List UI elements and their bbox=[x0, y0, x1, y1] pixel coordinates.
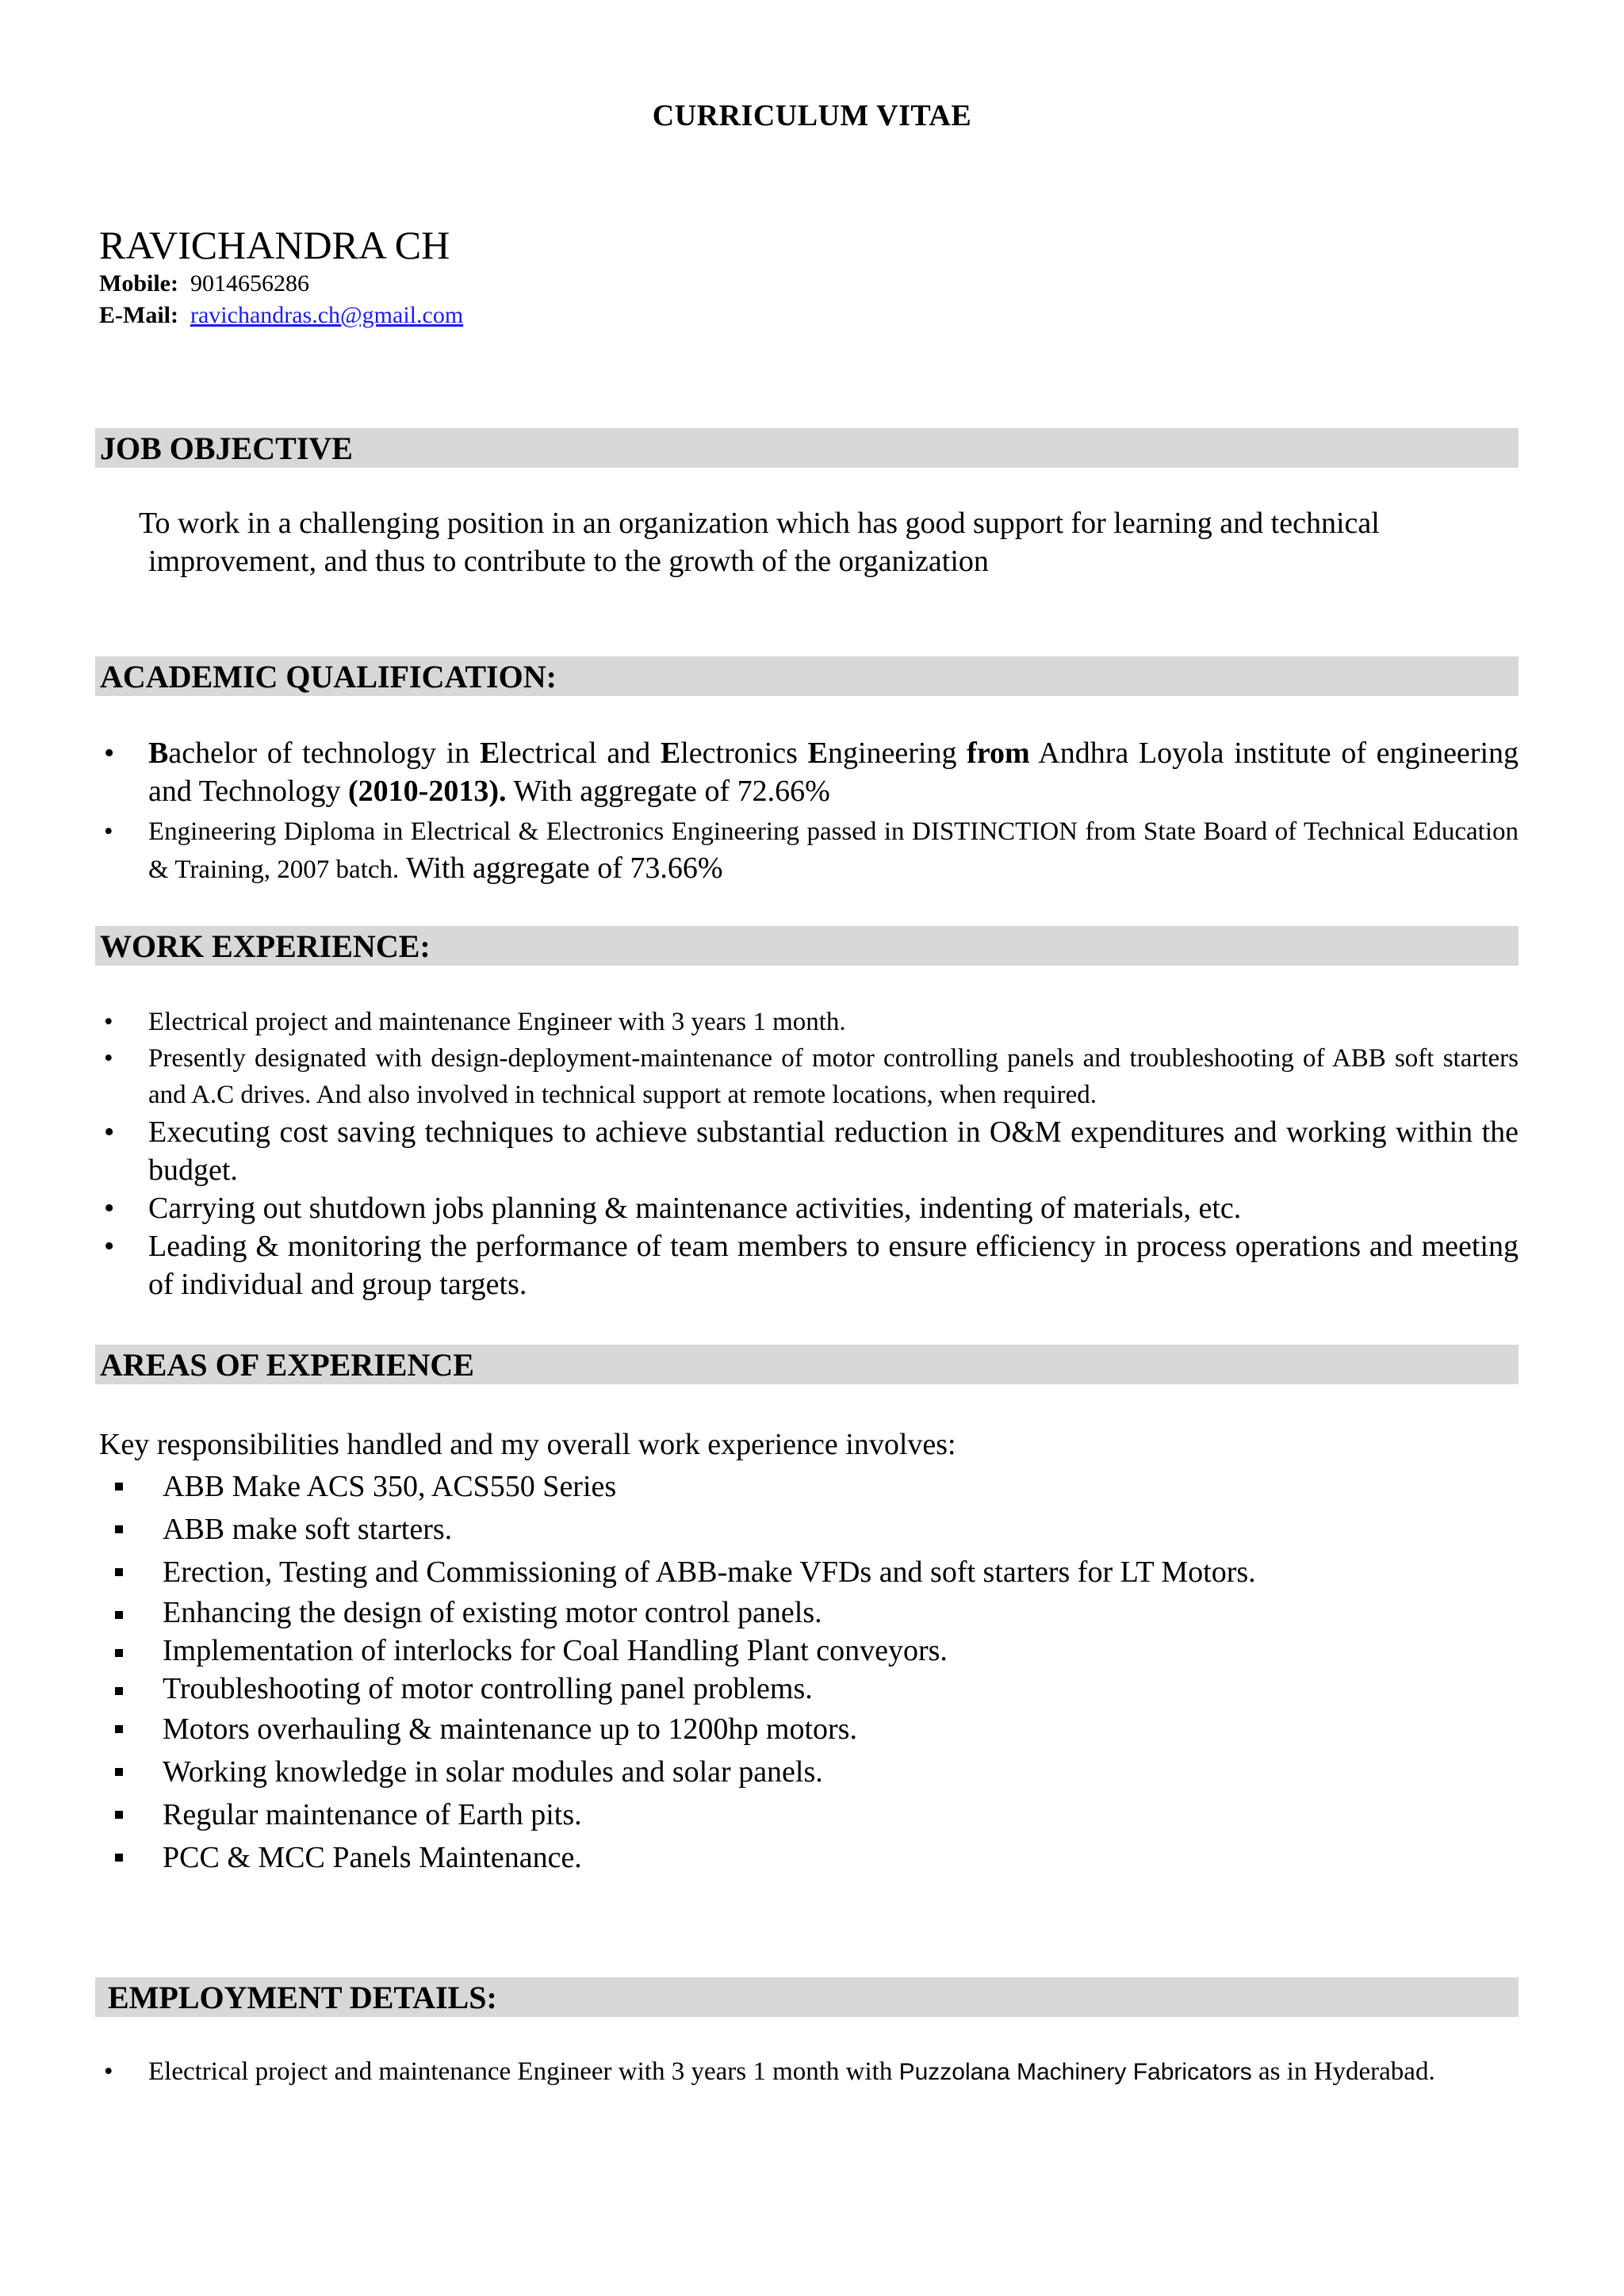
list-item: ABB make soft starters. bbox=[107, 1508, 1519, 1551]
list-item: Troubleshooting of motor controlling panel problems. bbox=[107, 1670, 1519, 1708]
document-title: CURRICULUM VITAE bbox=[652, 99, 972, 132]
list-item: Working knowledge in solar modules and solar panels. bbox=[107, 1751, 1519, 1793]
mobile-line bbox=[99, 270, 309, 298]
email-line bbox=[99, 301, 463, 330]
list-item: • Leading & monitoring the performance of team members to ensure efficiency in process operations and meeting of individual and group targets. bbox=[99, 1227, 1519, 1303]
list-item: ABB Make ACS 350, ACS550 Series bbox=[107, 1465, 1519, 1508]
objective-line-1: To work in a challenging position in an organization which has good support for learning and technical bbox=[139, 507, 1380, 540]
email-link[interactable]: ravichandras.ch@gmail.com bbox=[190, 302, 464, 328]
mobile-number: 9014656286 bbox=[190, 270, 309, 297]
work-list bbox=[99, 1004, 1519, 1303]
areas-list bbox=[107, 1465, 1519, 1879]
objective-line-2: improvement, and thus to contribute to the growth of the organization bbox=[148, 545, 989, 578]
job-objective-heading: JOB OBJECTIVE bbox=[95, 428, 1519, 468]
list-item: • Electrical project and maintenance Engineer with 3 years 1 month. bbox=[99, 1004, 1519, 1040]
list-item: PCC & MCC Panels Maintenance. bbox=[107, 1836, 1519, 1879]
list-item: • Carrying out shutdown jobs planning & maintenance activities, indenting of materials, etc. bbox=[99, 1189, 1519, 1227]
list-item: • Electrical project and maintenance Engineer with 3 years 1 month with Puzzolana Machinery Fabricators as in Hyderabad. bbox=[99, 2053, 1519, 2091]
list-item: Erection, Testing and Commissioning of ABB-make VFDs and soft starters for LT Motors. bbox=[107, 1551, 1519, 1594]
company-name: Puzzolana Machinery Fabricators bbox=[898, 2059, 1252, 2085]
list-item: • Engineering Diploma in Electrical & Electronics Engineering passed in DISTINCTION from State Board of Technical Education & Training, 2007 batch. With aggregate of 73.66% bbox=[99, 813, 1519, 888]
email-label: E-Mail: bbox=[99, 302, 178, 328]
candidate-name: RAVICHANDRA CH bbox=[99, 223, 450, 267]
work-experience-heading: WORK EXPERIENCE: bbox=[95, 926, 1519, 966]
list-item: • Presently designated with design-deployment-maintenance of motor controlling panels and troubleshooting of ABB soft starters and A.C drives. And also involved in technical support at remote locations, when required. bbox=[99, 1040, 1519, 1113]
employment-list bbox=[99, 2053, 1519, 2091]
areas-heading: AREAS OF EXPERIENCE bbox=[95, 1345, 1519, 1384]
list-item: Enhancing the design of existing motor control panels. bbox=[107, 1594, 1519, 1632]
areas-intro: Key responsibilities handled and my overall work experience involves: bbox=[99, 1428, 956, 1461]
list-item: • Executing cost saving techniques to achieve substantial reduction in O&M expenditures and working within the budget. bbox=[99, 1113, 1519, 1189]
academic-heading: ACADEMIC QUALIFICATION: bbox=[95, 656, 1519, 696]
employment-heading: EMPLOYMENT DETAILS: bbox=[95, 1977, 1519, 2017]
list-item: • Bachelor of technology in Electrical and Electronics Engineering from Andhra Loyola institute of engineering and Technology (2010-2013). With aggregate of 72.66% bbox=[99, 734, 1519, 810]
list-item: Implementation of interlocks for Coal Handling Plant conveyors. bbox=[107, 1632, 1519, 1670]
list-item: Regular maintenance of Earth pits. bbox=[107, 1793, 1519, 1836]
list-item: Motors overhauling & maintenance up to 1200hp motors. bbox=[107, 1708, 1519, 1751]
mobile-label: Mobile: bbox=[99, 270, 178, 297]
academic-list bbox=[99, 734, 1519, 888]
